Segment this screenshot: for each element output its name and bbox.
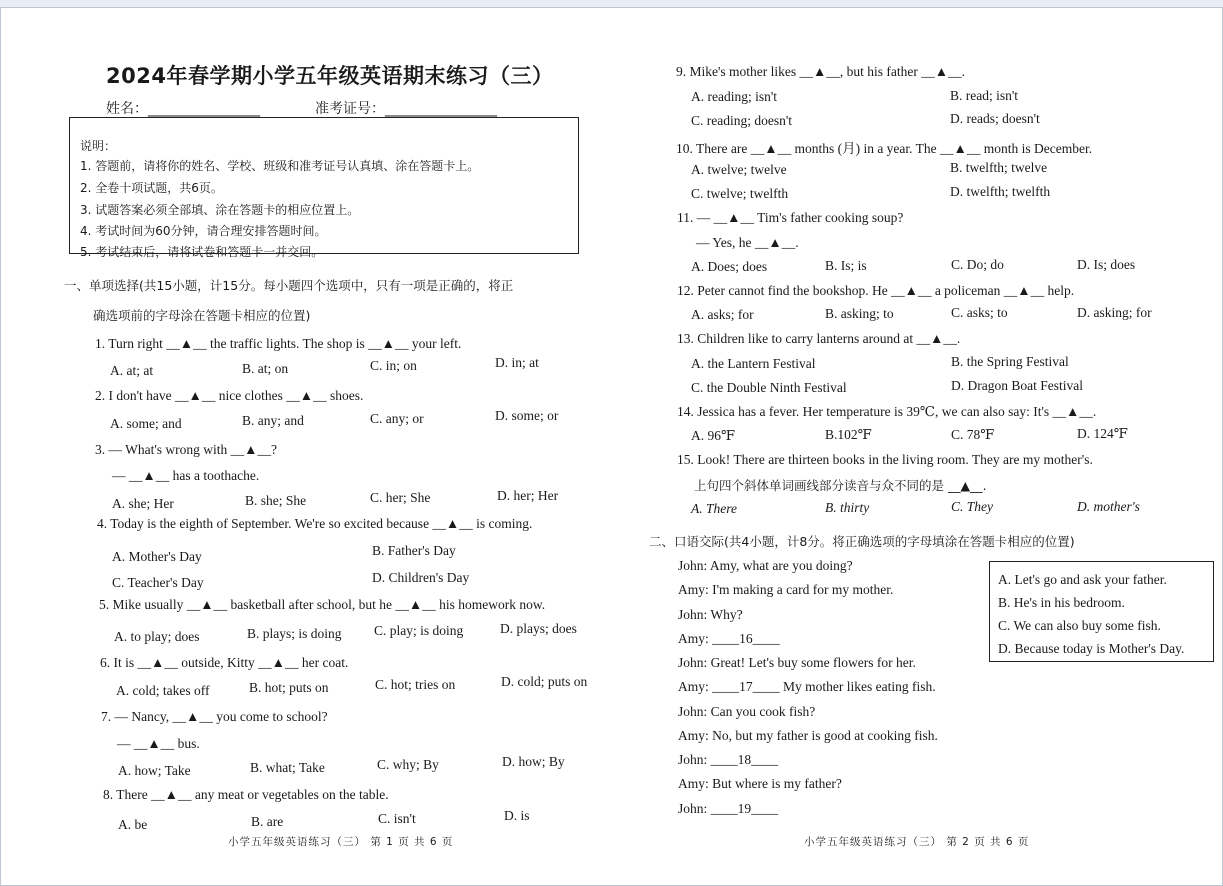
- option-b: B. asking; to: [825, 306, 894, 321]
- option-c: C. why; By: [377, 757, 439, 772]
- dialog-line: Amy: I'm making a card for my mother.: [678, 582, 894, 597]
- option-a: A. reading; isn't: [691, 89, 778, 104]
- section2-heading: 二、口语交际(共4小题，计8分。将正确选项的字母填涂在答题卡相应的位置): [649, 534, 1075, 549]
- option-c: C. reading; doesn't: [691, 113, 793, 128]
- section1-heading-cont: 确选项前的字母涂在答题卡相应的位置): [93, 308, 311, 323]
- option-c: C. twelve; twelfth: [691, 186, 789, 201]
- option-b: B. hot; puts on: [249, 680, 329, 695]
- question-13: 13. Children like to carry lanterns around at __▲__.: [677, 331, 961, 346]
- option-a: A. Does; does: [691, 259, 768, 274]
- option-b: B. what; Take: [250, 760, 325, 775]
- question-14: 14. Jessica has a fever. Her temperature is 39℃, we can also say: It's __▲__.: [677, 404, 1097, 419]
- option-a: A. 96℉: [691, 428, 736, 443]
- option-b: B. the Spring Festival: [951, 354, 1069, 369]
- notes-title: 说明：: [80, 139, 117, 153]
- option-b: B. any; and: [242, 413, 304, 428]
- option-d: D. some; or: [495, 408, 559, 423]
- question-7-response: — __▲__ bus.: [117, 736, 200, 751]
- dialog-line: John: ____19____: [678, 801, 779, 816]
- dialog-line: John: Why?: [678, 607, 743, 622]
- id-label: 准考证号：: [315, 101, 385, 117]
- option-a: A. some; and: [110, 416, 182, 431]
- option-a: A. she; Her: [112, 496, 174, 511]
- option-a: A. There: [691, 501, 737, 516]
- option-d: D. 124℉: [1077, 426, 1128, 441]
- option-b: B. twelfth; twelve: [950, 160, 1048, 175]
- dialog-line: John: Amy, what are you doing?: [678, 558, 853, 573]
- dialog-line: Amy: ____16____: [678, 631, 780, 646]
- option-c: C. any; or: [370, 411, 424, 426]
- option-a: A. at; at: [110, 363, 154, 378]
- option-a: A. how; Take: [118, 763, 191, 778]
- dialog-line: Amy: ____17____ My mother likes eating fish.: [678, 679, 936, 694]
- option-d: D. in; at: [495, 355, 539, 370]
- option-c: C. the Double Ninth Festival: [691, 380, 847, 395]
- note-item: 4. 考试时间为60分钟，请合理安排答题时间。: [80, 224, 327, 238]
- option-a: A. to play; does: [114, 629, 200, 644]
- option-a: A. the Lantern Festival: [691, 356, 816, 371]
- exam-title: 2024年春学期小学五年级英语期末练习（三）: [106, 64, 554, 88]
- option-d: D. Children's Day: [372, 570, 470, 585]
- note-item: 1. 答题前，请将你的姓名、学校、班级和准考证号认真填、涂在答题卡上。: [80, 159, 480, 173]
- dialog-line: John: Great! Let's buy some flowers for her.: [678, 655, 916, 670]
- option-c: C. Do; do: [951, 257, 1004, 272]
- id-row: [315, 98, 497, 118]
- option-d: D. cold; puts on: [501, 674, 588, 689]
- question-11: 11. — __▲__ Tim's father cooking soup?: [677, 210, 904, 225]
- dialog-option-b: B. He's in his bedroom.: [998, 595, 1125, 610]
- top-strip: [0, 0, 1223, 7]
- question-3-response: — __▲__ has a toothache.: [112, 468, 260, 483]
- option-c: C. hot; tries on: [375, 677, 456, 692]
- option-a: A. asks; for: [691, 307, 754, 322]
- dialog-line: Amy: But where is my father?: [678, 776, 842, 791]
- question-9: 9. Mike's mother likes __▲__, but his father __▲__.: [676, 64, 965, 79]
- option-c: C. play; is doing: [374, 623, 464, 638]
- question-5: 5. Mike usually __▲__ basketball after school, but he __▲__ his homework now.: [99, 597, 546, 612]
- option-a: A. cold; takes off: [116, 683, 210, 698]
- option-b: B. are: [251, 814, 284, 829]
- option-d: D. reads; doesn't: [950, 111, 1040, 126]
- option-b: B. read; isn't: [950, 88, 1019, 103]
- dialog-line: John: ____18____: [678, 752, 779, 767]
- option-b: B. Is; is: [825, 258, 867, 273]
- section1-heading: 一、单项选择(共15小题，计15分。每小题四个选项中，只有一项是正确的，将正: [64, 278, 514, 293]
- option-c: C. her; She: [370, 490, 431, 505]
- option-c: C. 78℉: [951, 427, 995, 442]
- option-d: D. asking; for: [1077, 305, 1152, 320]
- name-line: ________________: [148, 101, 260, 117]
- name-row: [106, 98, 260, 118]
- question-1: 1. Turn right __▲__ the traffic lights. The shop is __▲__ your left.: [95, 336, 462, 351]
- question-3: 3. — What's wrong with __▲__?: [95, 442, 278, 457]
- dialog-option-d: D. Because today is Mother's Day.: [998, 641, 1185, 656]
- question-15: 15. Look! There are thirteen books in the living room. They are my mother's.: [677, 452, 1093, 467]
- option-c: C. in; on: [370, 358, 417, 373]
- option-a: A. Mother's Day: [112, 549, 202, 564]
- option-b: B. plays; is doing: [247, 626, 342, 641]
- question-7: 7. — Nancy, __▲__ you come to school?: [101, 709, 328, 724]
- option-d: D. how; By: [502, 754, 565, 769]
- question-12: 12. Peter cannot find the bookshop. He __▲__ a policeman __▲__ help.: [677, 283, 1075, 298]
- option-b: B. thirty: [825, 500, 870, 515]
- option-d: D. her; Her: [497, 488, 559, 503]
- option-a: A. twelve; twelve: [691, 162, 787, 177]
- option-c: C. Teacher's Day: [112, 575, 204, 590]
- dialog-option-a: A. Let's go and ask your father.: [998, 572, 1167, 587]
- option-c: C. They: [951, 499, 993, 514]
- option-a: A. be: [118, 817, 148, 832]
- dialog-line: Amy: No, but my father is good at cooking fish.: [678, 728, 938, 743]
- question-6: 6. It is __▲__ outside, Kitty __▲__ her coat.: [100, 655, 349, 670]
- dialog-line: John: Can you cook fish?: [678, 704, 816, 719]
- option-d: D. mother's: [1077, 499, 1140, 514]
- question-8: 8. There __▲__ any meat or vegetables on the table.: [103, 787, 389, 802]
- option-d: D. Dragon Boat Festival: [951, 378, 1083, 393]
- note-item: 5. 考试结束后，请将试卷和答题卡一并交回。: [80, 245, 324, 259]
- note-item: 3. 试题答案必须全部填、涂在答题卡的相应位置上。: [80, 203, 360, 217]
- question-10: 10. There are __▲__ months (月) in a year. The __▲__ month is December.: [676, 141, 1093, 156]
- option-c: C. asks; to: [951, 305, 1008, 320]
- question-2: 2. I don't have __▲__ nice clothes __▲__ shoes.: [95, 388, 364, 403]
- option-b: B. at; on: [242, 361, 289, 376]
- dialog-option-c: C. We can also buy some fish.: [998, 618, 1161, 633]
- question-4: 4. Today is the eighth of September. We're so excited because __▲__ is coming.: [97, 516, 533, 531]
- question-15-instruction: 上句四个斜体单词画线部分读音与众不同的是 __▲__.: [694, 478, 987, 493]
- option-d: D. is: [504, 808, 530, 823]
- question-11-response: — Yes, he __▲__.: [696, 235, 799, 250]
- option-d: D. twelfth; twelfth: [950, 184, 1051, 199]
- option-b: B.102℉: [825, 427, 872, 442]
- id-line: ________________: [385, 101, 497, 117]
- footer-right: 小学五年级英语练习（三） 第 2 页 共 6 页: [804, 836, 1030, 848]
- option-d: D. plays; does: [500, 621, 577, 636]
- name-label: 姓名：: [106, 101, 148, 117]
- footer-left: 小学五年级英语练习（三） 第 1 页 共 6 页: [228, 836, 454, 848]
- option-b: B. Father's Day: [372, 543, 456, 558]
- option-b: B. she; She: [245, 493, 307, 508]
- option-d: D. Is; does: [1077, 257, 1136, 272]
- note-item: 2. 全卷十项试题，共6页。: [80, 181, 223, 195]
- option-c: C. isn't: [378, 811, 416, 826]
